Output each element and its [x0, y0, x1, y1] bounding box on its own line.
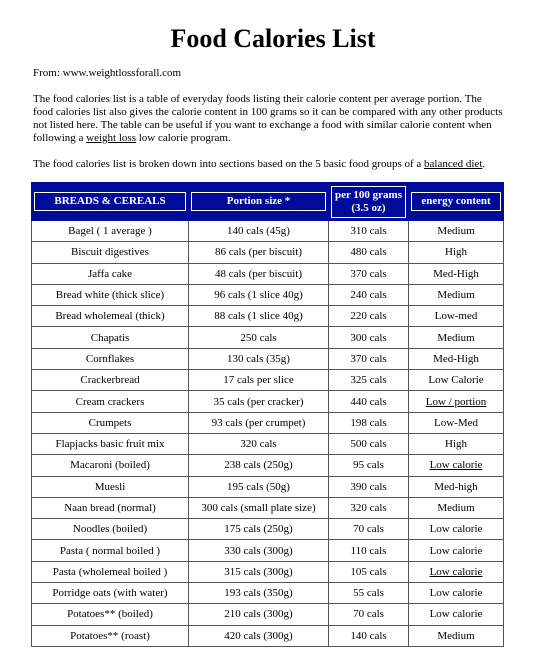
energy-cell: Medium [409, 497, 504, 518]
portion-cell: 193 cals (350g) [189, 583, 329, 604]
food-cell: Biscuit digestives [32, 242, 189, 263]
energy-cell: Low calorie [409, 583, 504, 604]
portion-cell: 17 cals per slice [189, 370, 329, 391]
food-cell: Bread wholemeal (thick) [32, 306, 189, 327]
energy-cell: Low calorie [409, 604, 504, 625]
portion-cell: 93 cals (per crumpet) [189, 412, 329, 433]
portion-cell: 88 cals (1 slice 40g) [189, 306, 329, 327]
groups-text-start: The food calories list is broken down into sections based on the 5 basic food groups of a [33, 158, 425, 170]
energy-cell: Medium [409, 625, 504, 646]
energy-cell: Med-High [409, 348, 504, 369]
energy-link[interactable]: Low calorie [409, 455, 504, 476]
portion-cell: 35 cals (per cracker) [189, 391, 329, 412]
per-100g-cell: 325 cals [329, 370, 409, 391]
portion-cell: 250 cals [189, 327, 329, 348]
table-row [32, 263, 504, 284]
table-row [32, 327, 504, 348]
portion-cell: 300 cals (small plate size) [189, 497, 329, 518]
per-100g-cell: 390 cals [329, 476, 409, 497]
header-energy-content: energy content [409, 183, 504, 221]
table-row [32, 284, 504, 305]
food-cell: Chapatis [32, 327, 189, 348]
table-row [32, 221, 504, 242]
table-header-row [32, 183, 504, 221]
per-100g-cell: 198 cals [329, 412, 409, 433]
portion-cell: 210 cals (300g) [189, 604, 329, 625]
table-row [32, 391, 504, 412]
food-cell: Porridge oats (with water) [32, 583, 189, 604]
intro-paragraph [33, 93, 503, 145]
food-cell: Crumpets [32, 412, 189, 433]
food-cell: Pasta (wholemeal boiled ) [32, 561, 189, 582]
per-100g-cell: 105 cals [329, 561, 409, 582]
food-cell: Muesli [32, 476, 189, 497]
table-row [32, 561, 504, 582]
portion-cell: 48 cals (per biscuit) [189, 263, 329, 284]
weight-loss-link[interactable]: weight loss [86, 132, 136, 144]
energy-cell: Low-med [409, 306, 504, 327]
portion-cell: 320 cals [189, 433, 329, 454]
food-cell: Flapjacks basic fruit mix [32, 433, 189, 454]
per-100g-cell: 370 cals [329, 263, 409, 284]
portion-cell: 86 cals (per biscuit) [189, 242, 329, 263]
food-groups-paragraph [33, 158, 503, 171]
per-100g-cell: 370 cals [329, 348, 409, 369]
per-100g-cell: 140 cals [329, 625, 409, 646]
energy-cell: Low calorie [409, 540, 504, 561]
page-title: Food Calories List [170, 24, 376, 53]
food-cell: Cornflakes [32, 348, 189, 369]
portion-cell: 238 cals (250g) [189, 455, 329, 476]
energy-link[interactable]: Low calorie [409, 561, 504, 582]
table-row [32, 476, 504, 497]
per-100g-cell: 220 cals [329, 306, 409, 327]
per-100g-cell: 500 cals [329, 433, 409, 454]
energy-cell: Medium [409, 327, 504, 348]
portion-cell: 330 cals (300g) [189, 540, 329, 561]
table-row [32, 306, 504, 327]
portion-cell: 96 cals (1 slice 40g) [189, 284, 329, 305]
intro-text-start: The food calories list is a table of everyday foods listing their calorie content per average portion. The food calories list also gives the calorie content in 100 grams so it can be compared with any other products not listed here. The table can be useful if you want to exchange a food with similar calorie content when following a [33, 93, 503, 144]
food-cell: Cream crackers [32, 391, 189, 412]
source-line: From: www.weightlossforall.com [33, 67, 182, 79]
food-cell: Jaffa cake [32, 263, 189, 284]
table-row [32, 604, 504, 625]
calories-table [31, 182, 504, 647]
groups-text-end: . [482, 158, 486, 170]
header-per-100-grams: per 100 grams (3.5 oz) [329, 183, 409, 221]
table-row [32, 519, 504, 540]
table-row [32, 412, 504, 433]
table-row [32, 625, 504, 646]
table-row [32, 497, 504, 518]
per-100g-cell: 55 cals [329, 583, 409, 604]
per-100g-cell: 320 cals [329, 497, 409, 518]
per-100g-cell: 480 cals [329, 242, 409, 263]
portion-cell: 130 cals (35g) [189, 348, 329, 369]
energy-cell: Med-High [409, 263, 504, 284]
table-row [32, 583, 504, 604]
food-cell: Macaroni (boiled) [32, 455, 189, 476]
per-100g-cell: 300 cals [329, 327, 409, 348]
portion-cell: 195 cals (50g) [189, 476, 329, 497]
per-100g-cell: 310 cals [329, 221, 409, 242]
food-cell: Crackerbread [32, 370, 189, 391]
food-cell: Bread white (thick slice) [32, 284, 189, 305]
energy-cell: Low calorie [409, 519, 504, 540]
per-100g-cell: 95 cals [329, 455, 409, 476]
table-row [32, 540, 504, 561]
intro-text-end: low calorie program. [135, 132, 231, 144]
energy-cell: Medium [409, 221, 504, 242]
energy-cell: High [409, 242, 504, 263]
table-row [32, 455, 504, 476]
table-row [32, 370, 504, 391]
energy-cell: High [409, 433, 504, 454]
portion-cell: 315 cals (300g) [189, 561, 329, 582]
energy-cell: Low Calorie [409, 370, 504, 391]
portion-cell: 175 cals (250g) [189, 519, 329, 540]
balanced-diet-link[interactable]: balanced diet [424, 158, 483, 170]
portion-cell: 140 cals (45g) [189, 221, 329, 242]
food-cell: Noodles (boiled) [32, 519, 189, 540]
per-100g-cell: 440 cals [329, 391, 409, 412]
table-row [32, 242, 504, 263]
food-cell: Bagel ( 1 average ) [32, 221, 189, 242]
energy-cell: Low-Med [409, 412, 504, 433]
per-100g-cell: 70 cals [329, 519, 409, 540]
per-100g-cell: 110 cals [329, 540, 409, 561]
per-100g-cell: 70 cals [329, 604, 409, 625]
header-portion-size: Portion size * [189, 183, 329, 221]
energy-cell: Med-high [409, 476, 504, 497]
portion-cell: 420 cals (300g) [189, 625, 329, 646]
header-food-group: BREADS & CEREALS [32, 183, 189, 221]
table-row [32, 348, 504, 369]
energy-link[interactable]: Low / portion [409, 391, 504, 412]
food-cell: Pasta ( normal boiled ) [32, 540, 189, 561]
table-row [32, 433, 504, 454]
food-cell: Potatoes** (boiled) [32, 604, 189, 625]
food-cell: Potatoes** (roast) [32, 625, 189, 646]
food-cell: Naan bread (normal) [32, 497, 189, 518]
energy-cell: Medium [409, 284, 504, 305]
per-100g-cell: 240 cals [329, 284, 409, 305]
